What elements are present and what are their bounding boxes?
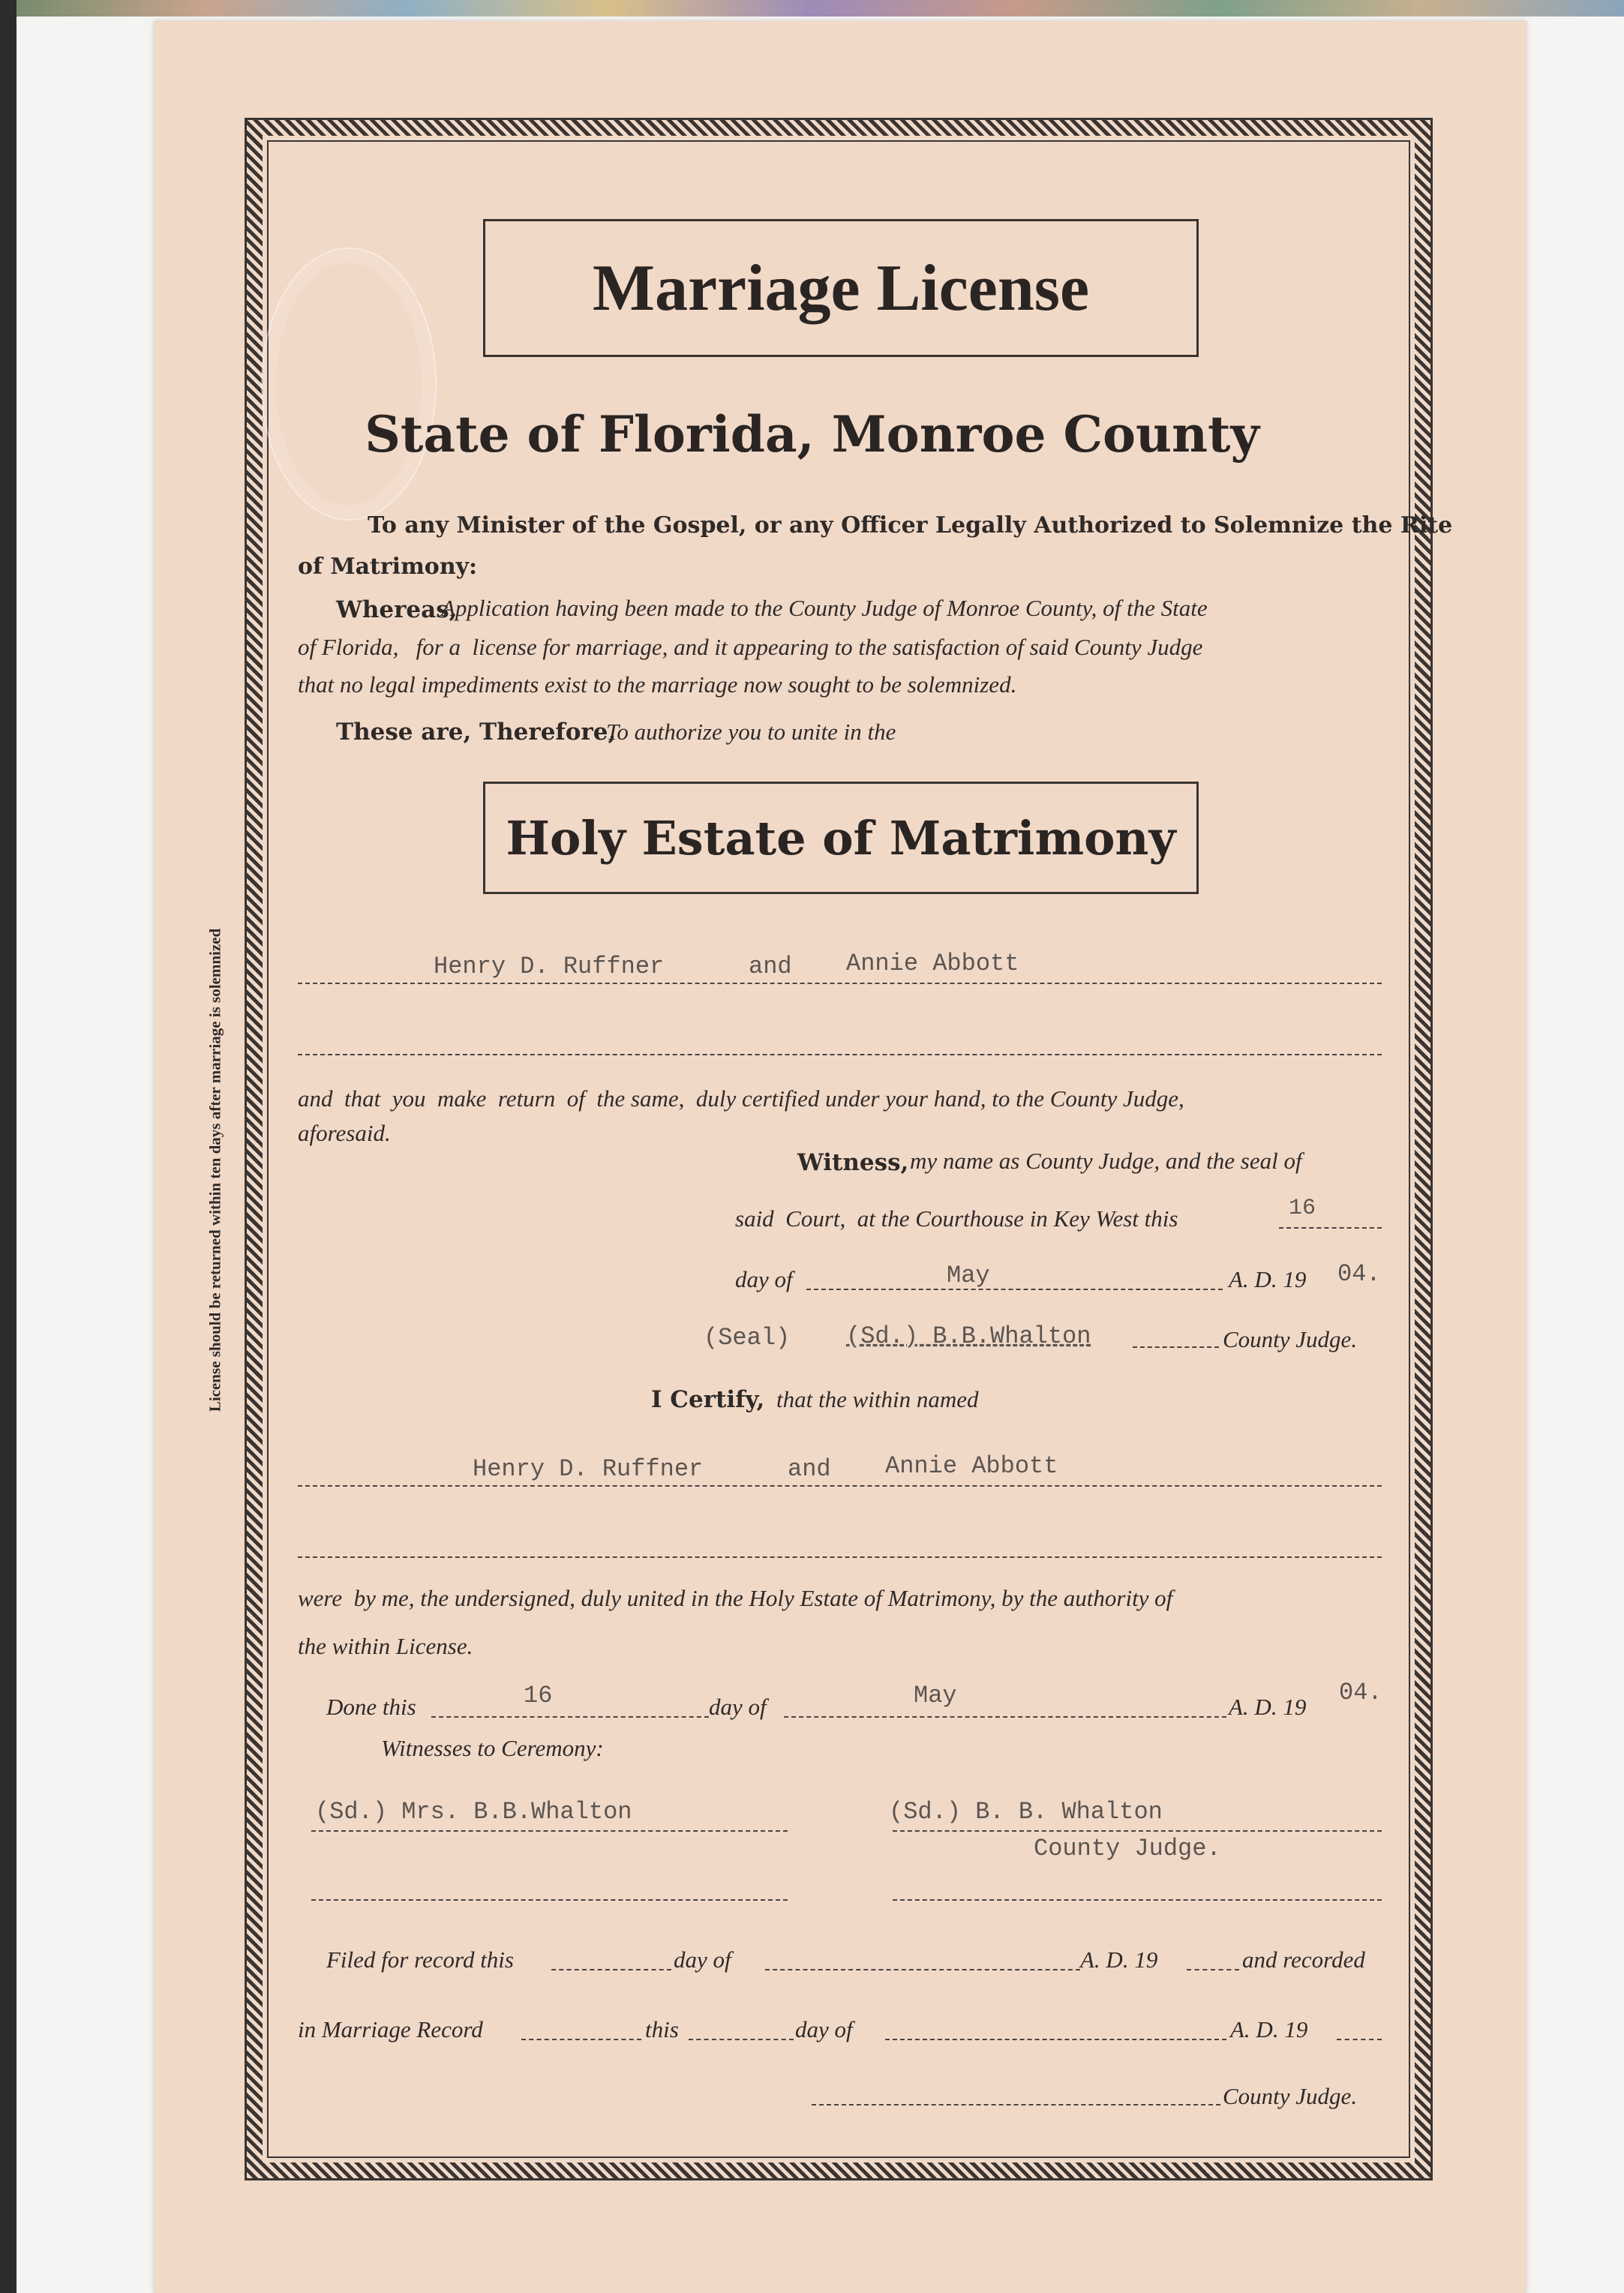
filed-text: Filed for record this xyxy=(326,1946,514,1973)
officiant-line xyxy=(893,1830,1382,1832)
whereas-line-3: that no legal impediments exist to the marriage now sought to be solemnized. xyxy=(298,671,1017,698)
holy-estate-box xyxy=(483,782,1199,894)
cert-bride-name: Annie Abbott xyxy=(885,1452,1058,1480)
return-line-2: aforesaid. xyxy=(298,1120,391,1146)
and-text: and xyxy=(749,953,792,980)
filed-ad: A. D. 19 xyxy=(1080,1946,1158,1973)
witness-1: (Sd.) Mrs. B.B.Whalton xyxy=(315,1798,632,1826)
issue-ad: A. D. 19 xyxy=(1229,1266,1307,1292)
record-this: this xyxy=(645,2016,679,2042)
address-line-1: To any Minister of the Gospel, or any Officer Legally Authorized to Solemnize the Rite xyxy=(368,512,1453,539)
united-line-2: the within License. xyxy=(298,1633,473,1659)
officiant-2-line xyxy=(893,1899,1382,1901)
scan-dark-edge xyxy=(0,0,17,2293)
filing-judge-line xyxy=(812,2104,1220,2105)
filed-year-line xyxy=(1187,1969,1239,1970)
scan-color-strip xyxy=(0,0,1624,17)
filed-day-line xyxy=(551,1969,671,1970)
done-month-line xyxy=(784,1716,1226,1718)
cert-names-line-2 xyxy=(298,1556,1382,1558)
filed-month-line xyxy=(765,1969,1080,1970)
issue-day-line xyxy=(1279,1227,1382,1229)
record-year-line xyxy=(1337,2039,1382,2040)
whereas-label: Whereas, xyxy=(336,596,458,623)
whereas-line-2: of Florida, for a license for marriage, and it appearing to the satisfaction of said County Judge xyxy=(298,634,1203,660)
court-text: said Court, at the Courthouse in Key West this xyxy=(735,1205,1178,1232)
bride-name: Annie Abbott xyxy=(846,950,1019,977)
whereas-line-1: Application having been made to the County Judge of Monroe County, of the State xyxy=(441,595,1208,621)
issue-month-line xyxy=(806,1289,1223,1290)
state-heading: State of Florida, Monroe County xyxy=(365,405,1259,464)
record-day-line xyxy=(689,2039,794,2040)
filing-judge-title: County Judge. xyxy=(1223,2083,1358,2109)
done-year: 04. xyxy=(1339,1679,1382,1706)
done-this: Done this xyxy=(326,1694,416,1720)
and-recorded: and recorded xyxy=(1242,1946,1365,1973)
groom-name: Henry D. Ruffner xyxy=(434,953,665,980)
done-ad: A. D. 19 xyxy=(1229,1694,1307,1720)
witness-text: my name as County Judge, and the seal of xyxy=(910,1148,1302,1174)
witness-label: Witness, xyxy=(797,1149,909,1176)
record-month-line xyxy=(885,2039,1226,2040)
issue-year: 04. xyxy=(1337,1260,1381,1288)
witnesses-label: Witnesses to Ceremony: xyxy=(381,1735,604,1761)
certify-label: I Certify, xyxy=(651,1386,765,1413)
issue-month: May xyxy=(947,1262,990,1289)
done-month: May xyxy=(914,1682,957,1709)
done-day: 16 xyxy=(524,1682,553,1709)
witness-2-line xyxy=(311,1899,788,1901)
holy-estate-heading: Holy Estate of Matrimony xyxy=(506,810,1176,866)
witness-1-line xyxy=(311,1830,788,1832)
address-line-2: of Matrimony: xyxy=(298,554,478,580)
united-line-1: were by me, the undersigned, duly united in the Holy Estate of Matrimony, by the authority of xyxy=(298,1585,1173,1611)
page-title: Marriage License xyxy=(592,251,1090,325)
certify-text: that the within named xyxy=(776,1386,979,1412)
issue-day-of: day of xyxy=(735,1266,793,1292)
judge-line xyxy=(1133,1346,1219,1348)
done-day-of: day of xyxy=(709,1694,767,1720)
therefore-text: To authorize you to unite in the xyxy=(606,719,896,745)
seal-text: (Seal) xyxy=(704,1324,791,1352)
record-ad: A. D. 19 xyxy=(1230,2016,1308,2042)
filed-day-of: day of xyxy=(674,1946,731,1973)
title-box xyxy=(483,219,1199,357)
return-notice: License should be returned within ten days after marriage is solemnized xyxy=(206,928,224,1412)
record-text: in Marriage Record xyxy=(298,2016,483,2042)
cert-and-text: and xyxy=(788,1455,831,1483)
record-book-line xyxy=(521,2039,641,2040)
done-day-line xyxy=(431,1716,709,1718)
names-line-2 xyxy=(298,1054,1382,1055)
record-day-of: day of xyxy=(795,2016,853,2042)
therefore-label: These are, Therefore, xyxy=(336,719,617,746)
officiant: (Sd.) B. B. Whalton xyxy=(889,1798,1163,1826)
cert-names-line-1 xyxy=(298,1485,1382,1487)
cert-groom-name: Henry D. Ruffner xyxy=(473,1455,704,1483)
names-line-1 xyxy=(298,983,1382,984)
officiant-title: County Judge. xyxy=(1034,1835,1221,1862)
embossed-seal-icon xyxy=(261,248,437,521)
issue-day: 16 xyxy=(1289,1196,1316,1221)
judge-signature: (Sd.) B.B.Whalton xyxy=(846,1322,1091,1350)
return-line-1: and that you make return of the same, duly certified under your hand, to the County Judge, xyxy=(298,1085,1184,1112)
judge-title: County Judge. xyxy=(1223,1326,1358,1352)
